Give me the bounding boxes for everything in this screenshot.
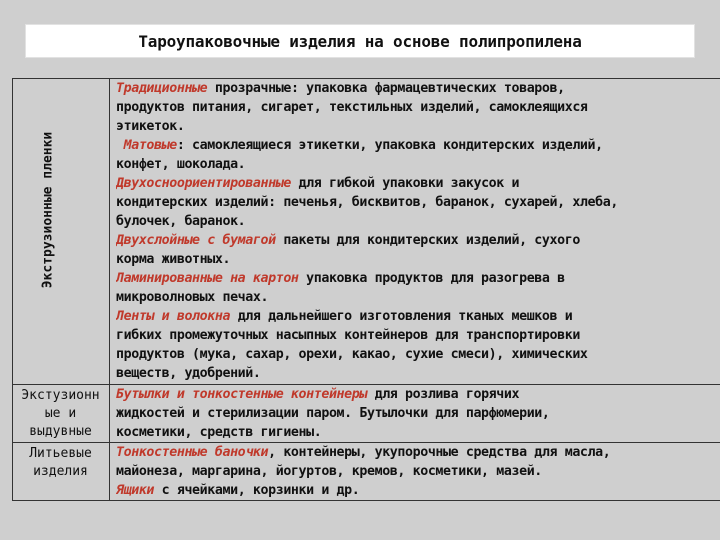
highlighted-term: Двухосноориентированные bbox=[116, 176, 291, 191]
text-line bbox=[116, 250, 230, 269]
table-bottom-border bbox=[12, 500, 720, 501]
text-line bbox=[116, 269, 565, 288]
highlighted-term: Традиционные bbox=[116, 81, 208, 96]
text-line bbox=[116, 117, 184, 136]
text-span: для розлива горячих bbox=[366, 387, 520, 402]
text-span: : самоклеящиеся этикетки, упаковка кондитерских изделий, bbox=[176, 138, 603, 153]
highlighted-term: Двухслойные с бумагой bbox=[116, 233, 276, 248]
text-line bbox=[116, 443, 610, 462]
text-span: упаковка продуктов для разогрева в bbox=[298, 271, 565, 286]
row-label-line: выдувные bbox=[29, 424, 92, 439]
text-span: этикеток. bbox=[116, 119, 185, 134]
text-line bbox=[116, 174, 519, 193]
row-label-line: Экстузионн bbox=[21, 388, 100, 403]
text-line bbox=[116, 193, 618, 212]
highlighted-term: Ящики bbox=[116, 483, 155, 498]
text-span: пакеты для кондитерских изделий, сухого bbox=[275, 233, 580, 248]
column-divider bbox=[109, 78, 110, 500]
text-line bbox=[116, 136, 603, 155]
text-line bbox=[116, 423, 321, 442]
row-label-line: изделия bbox=[33, 464, 88, 479]
text-span: конфет, шоколада. bbox=[116, 157, 246, 172]
highlighted-term: Матовые bbox=[116, 138, 177, 153]
row-content-extrusion-blow bbox=[116, 385, 720, 442]
text-line bbox=[116, 326, 580, 345]
text-line bbox=[116, 345, 588, 364]
row-label-extrusion-films: Экструзионные пленки bbox=[40, 131, 56, 289]
text-line bbox=[116, 404, 550, 423]
text-line bbox=[116, 79, 565, 98]
text-line bbox=[116, 385, 519, 404]
highlighted-term: Бутылки и тонкостенные контейнеры bbox=[116, 387, 367, 402]
text-line bbox=[116, 462, 542, 481]
text-span: для дальнейшего изготовления тканых мешков и bbox=[230, 309, 573, 324]
page-title: Тароупаковочные изделия на основе полипропилена bbox=[138, 32, 582, 51]
text-span: прозрачные bbox=[207, 81, 291, 96]
row-content-extrusion-films bbox=[116, 79, 720, 384]
text-span: майонеза, маргарина, йогуртов, кремов, косметики, мазей. bbox=[116, 464, 542, 479]
highlighted-term: Тонкостенные баночки bbox=[116, 445, 269, 460]
row-label-line: ые и bbox=[44, 406, 77, 421]
row-content-injection bbox=[116, 443, 720, 500]
text-line bbox=[116, 364, 261, 383]
highlighted-term: Ленты и волокна bbox=[116, 309, 231, 324]
text-span: , контейнеры, укупорочные средства для масла, bbox=[268, 445, 611, 460]
text-span: жидкостей и стерилизации паром. Бутылочки для парфюмерии, bbox=[116, 406, 550, 421]
text-span: с ячейками, корзинки и др. bbox=[154, 483, 360, 498]
text-line bbox=[116, 98, 588, 117]
text-line bbox=[116, 288, 268, 307]
text-span: продуктов (мука, сахар, орехи, какао, сухие смеси), химических bbox=[116, 347, 588, 362]
text-span: кондитерских изделий: печенья, бисквитов, баранок, сухарей, хлеба, bbox=[116, 195, 618, 210]
text-span: : упаковка фармацевтических товаров, bbox=[290, 81, 565, 96]
text-line bbox=[116, 481, 359, 500]
text-span: веществ, удобрений. bbox=[116, 366, 261, 381]
row-label-line: Литьевые bbox=[29, 446, 92, 461]
text-line bbox=[116, 231, 580, 250]
text-span: корма животных. bbox=[116, 252, 231, 267]
text-span: для гибкой упаковки закусок и bbox=[290, 176, 520, 191]
text-line bbox=[116, 155, 245, 174]
row-label-extrusion-blow bbox=[12, 387, 109, 442]
row-label-injection bbox=[12, 445, 109, 500]
title-box bbox=[25, 24, 695, 58]
highlighted-term: Ламинированные на картон bbox=[116, 271, 299, 286]
text-line bbox=[116, 212, 245, 231]
text-line bbox=[116, 307, 572, 326]
text-span: продуктов питания, сигарет, текстильных изделий, самоклеящихся bbox=[116, 100, 588, 115]
text-span: булочек, баранок. bbox=[116, 214, 246, 229]
text-span: микроволновых печах. bbox=[116, 290, 269, 305]
text-span: косметики, средств гигиены. bbox=[116, 425, 322, 440]
text-span: гибких промежуточных насыпных контейнеров для транспортировки bbox=[116, 328, 580, 343]
